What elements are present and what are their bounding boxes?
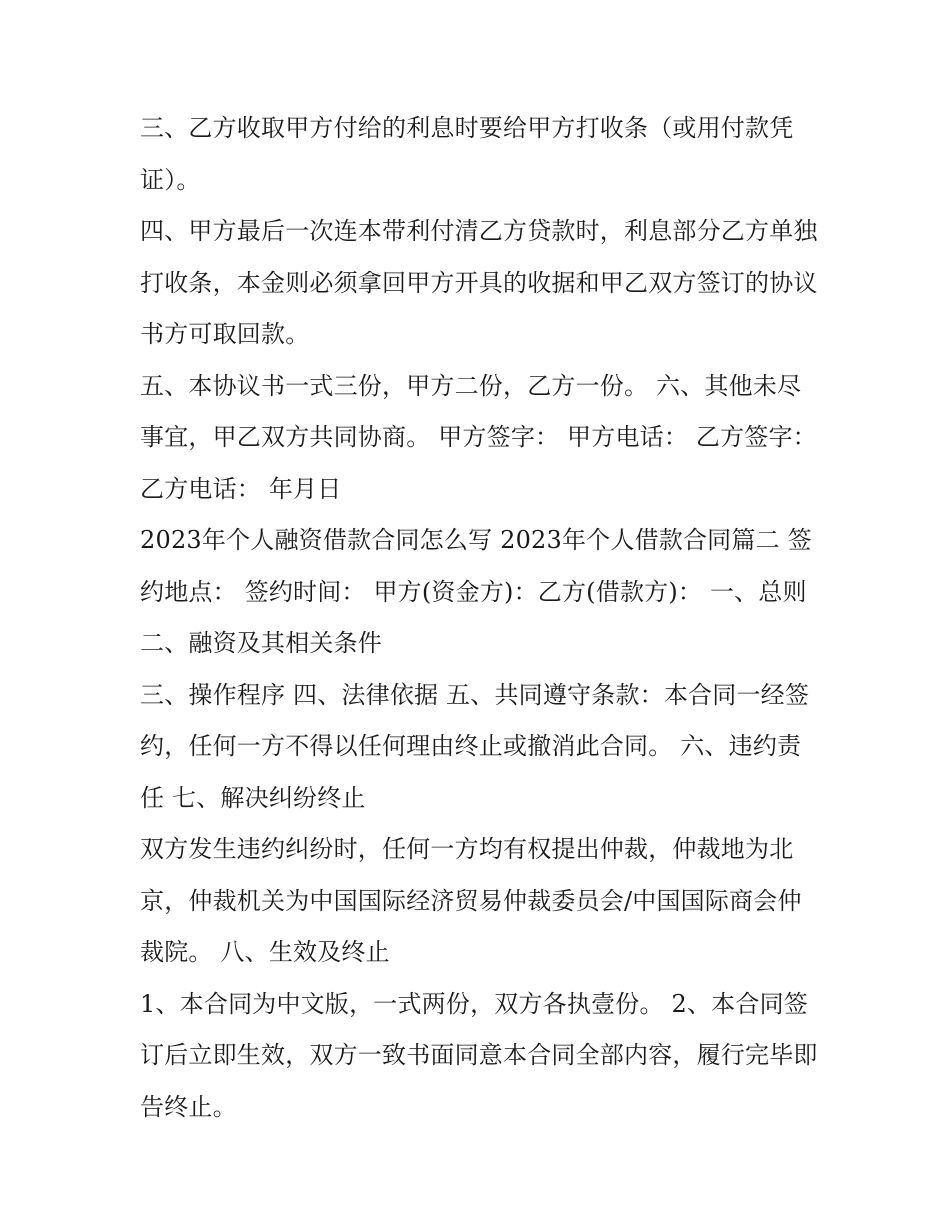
paragraph-effectiveness: 1、本合同为中文版，一式两份，双方各执壹份。 2、本合同签订后立即生效，双方一致书面同意本合同全部内容，履行完毕即告终止。 [140, 989, 818, 1121]
paragraph-arbitration: 双方发生违约纠纷时，任何一方均有权提出仲裁，仲裁地为北京，仲裁机关为中国国际经济贸易仲裁委员会/中国国际商会仲裁院。 八、生效及终止 [140, 835, 802, 966]
paragraph-procedures-terms: 三、操作程序 四、法律依据 五、共同遵守条款：本合同一经签约，任何一方不得以任何理由终止或撤消此合同。 六、违约责任 七、解决纠纷终止 [140, 680, 810, 812]
paragraph-receipt-interest: 三、乙方收取甲方付给的利息时要给甲方打收条（或用付款凭证）。 [140, 114, 794, 194]
paragraph-final-repayment: 四、甲方最后一次连本带利付清乙方贷款时，利息部分乙方单独打收条，本金则必须拿回甲方开具的收据和甲乙双方签订的协议书方可取回款。 [140, 217, 818, 348]
paragraph-copies-signatures: 五、本协议书一式三份，甲方二份，乙方一份。 六、其他未尽事宜，甲乙双方共同协商。 甲方签字： 甲方电话： 乙方签字： 乙方电话： 年月日 [140, 371, 817, 503]
paragraph-contract-heading: 2023年个人融资借款合同怎么写 2023年个人借款合同篇二 签约地点： 签约时间： 甲方(资金方)：乙方(借款方)： 一、总则 二、融资及其相关条件 [140, 526, 812, 657]
document-body [140, 103, 820, 1133]
